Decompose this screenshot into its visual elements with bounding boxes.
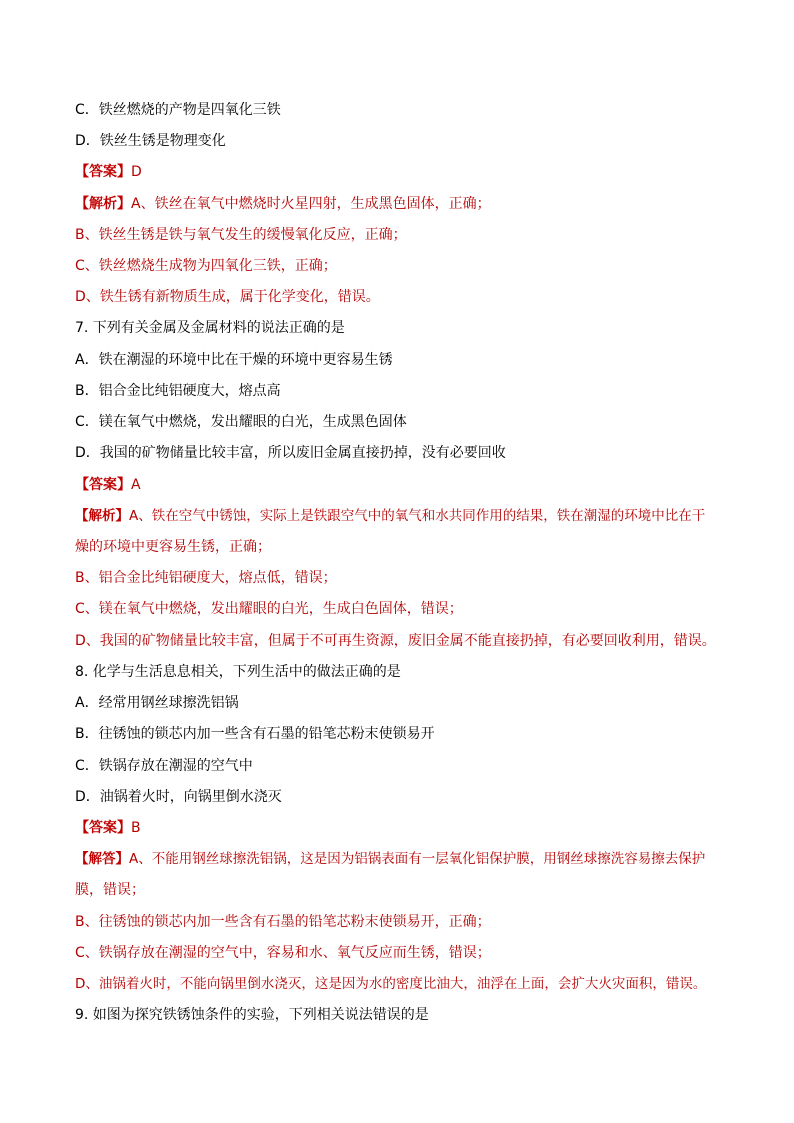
analysis-line [75, 506, 725, 526]
answer-value: B [131, 820, 141, 836]
analysis-line: D、我国的矿物储量比较丰富，但属于不可再生资源，废旧金属不能直接扔掉，有必要回收利用，错误。 [75, 633, 716, 649]
option-b: B．铝合金比纯铝硬度大，熔点高 [75, 383, 281, 399]
answer-line [75, 818, 725, 838]
option-c: C．铁锅存放在潮湿的空气中 [75, 758, 253, 774]
solution-line: 膜，错误； [75, 882, 145, 898]
answer-value: D [131, 164, 142, 180]
analysis-tag: 【解析】 [75, 508, 129, 524]
question-8: 8. 化学与生活息息相关，下列生活中的做法正确的是 [75, 664, 401, 680]
analysis-line: C、镁在氧气中燃烧，发出耀眼的白光，生成白色固体，错误； [75, 601, 463, 617]
option-a: A．铁在潮湿的环境中比在干燥的环境中更容易生锈 [75, 352, 393, 368]
analysis-line: B、铝合金比纯铝硬度大，熔点低，错误； [75, 570, 337, 586]
analysis-line: 燥的环境中更容易生锈，正确； [75, 539, 271, 555]
analysis-line: B、铁丝生锈是铁与氧气发生的缓慢氧化反应，正确； [75, 227, 407, 243]
solution-line: B、往锈蚀的锁芯内加一些含有石墨的铅笔芯粉末使锁易开，正确； [75, 914, 491, 930]
answer-value: A [131, 477, 141, 493]
analysis-line: D、铁生锈有新物质生成，属于化学变化，错误。 [75, 289, 380, 305]
answer-tag: 【答案】 [75, 477, 131, 493]
analysis-text: A、铁在空气中锈蚀，实际上是铁跟空气中的氧气和水共同作用的结果，铁在潮湿的环境中比在干 [129, 508, 706, 524]
question-9: 9. 如图为探究铁锈蚀条件的实验，下列相关说法错误的是 [75, 1007, 429, 1023]
option-d: D．油锅着火时，向锅里倒水浇灭 [75, 789, 282, 805]
option-b: B．往锈蚀的锁芯内加一些含有石墨的铅笔芯粉末使锁易开 [75, 726, 435, 742]
option-a: A．经常用钢丝球擦洗铝锅 [75, 695, 239, 711]
option-d: D．铁丝生锈是物理变化 [75, 133, 226, 149]
solution-text: A、不能用钢丝球擦洗铝锅，这是因为铝锅表面有一层氧化铝保护膜，用钢丝球擦洗容易擦去保护 [129, 851, 706, 867]
question-7: 7. 下列有关金属及金属材料的说法正确的是 [75, 320, 345, 336]
analysis-line: C、铁丝燃烧生成物为四氧化三铁，正确； [75, 258, 337, 274]
answer-tag: 【答案】 [75, 164, 131, 180]
option-c: C．铁丝燃烧的产物是四氧化三铁 [75, 102, 281, 118]
answer-tag: 【答案】 [75, 820, 131, 836]
option-c: C．镁在氧气中燃烧，发出耀眼的白光，生成黑色固体 [75, 414, 407, 430]
option-d: D．我国的矿物储量比较丰富，所以废旧金属直接扔掉，没有必要回收 [75, 445, 506, 461]
solution-line: D、油锅着火时，不能向锅里倒水浇灭，这是因为水的密度比油大，油浮在上面，会扩大火灾面积，错误。 [75, 976, 707, 992]
solution-line [75, 849, 725, 869]
solution-line: C、铁锅存放在潮湿的空气中，容易和水、氧气反应而生锈，错误； [75, 945, 491, 961]
solution-tag: 【解答】 [75, 851, 129, 867]
analysis-line [75, 194, 725, 214]
answer-line [75, 475, 725, 495]
analysis-tag: 【解析】 [75, 196, 131, 212]
analysis-text: A、铁丝在氧气中燃烧时火星四射，生成黑色固体，正确； [131, 196, 491, 212]
answer-line [75, 162, 725, 182]
